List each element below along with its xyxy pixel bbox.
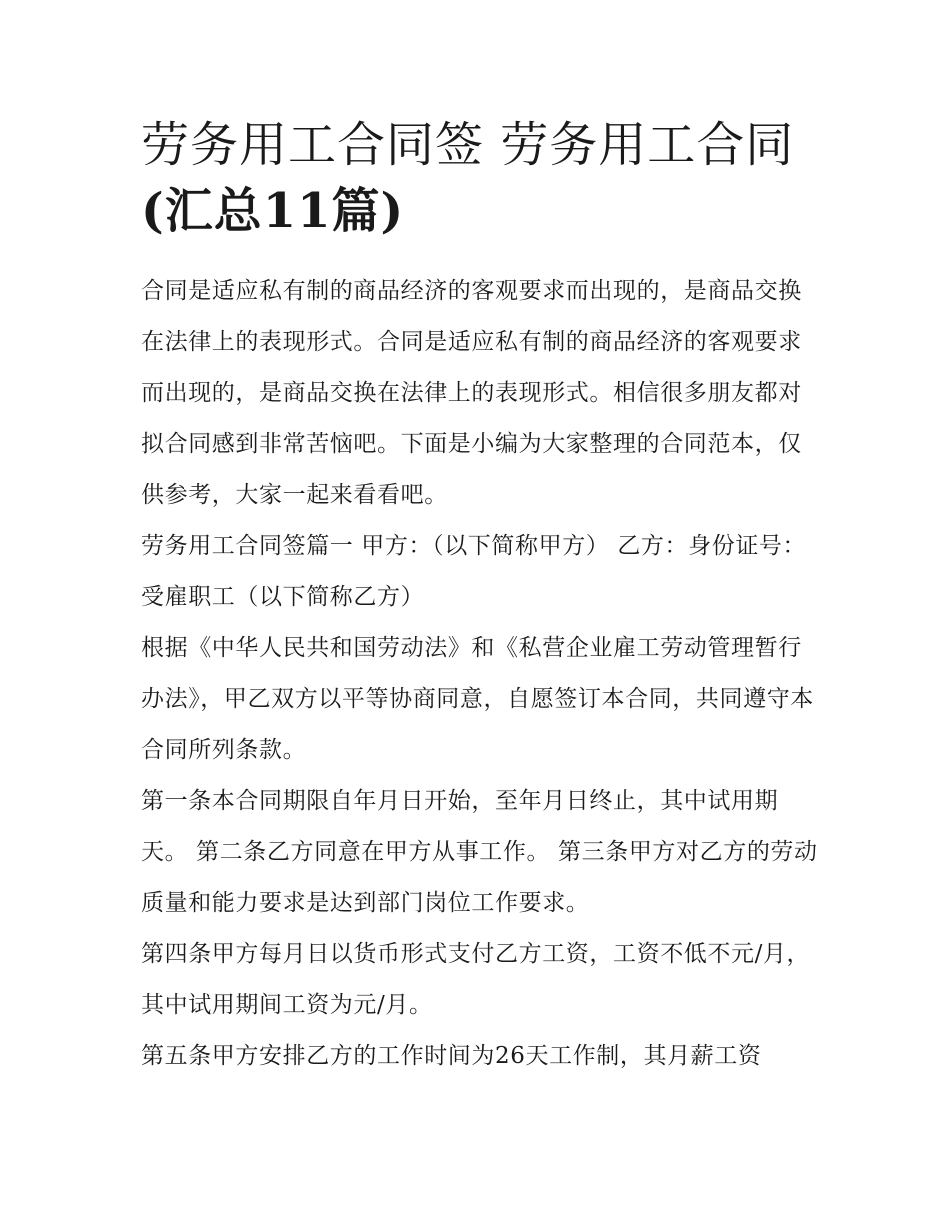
paragraph-parties: 劳务用工合同签篇一 甲方：（以下简称甲方） 乙方：身份证号：受雇职工（以下简称乙方） [141, 533, 807, 610]
paragraph-article-5: 第五条甲方安排乙方的工作时间为26天工作制，其月薪工资 [141, 1043, 762, 1069]
title-line-1: 劳务用工合同签 劳务用工合同 [141, 117, 795, 173]
paragraph-intro: 合同是适应私有制的商品经济的客观要求而出现的，是商品交换在法律上的表现形式。合同是适应私有制的商品经济的客观要求而出现的，是商品交换在法律上的表现形式。相信很多朋友都对拟合同感到非常苦恼吧。下面是小编为大家整理的合同范本，仅供参考，大家一起来看看吧。 [141, 278, 802, 508]
paragraph-articles-1-3: 第一条本合同期限自年月日开始，至年月日终止，其中试用期天。 第二条乙方同意在甲方从事工作。 第三条甲方对乙方的劳动质量和能力要求是达到部门岗位工作要求。 [141, 788, 818, 916]
paragraph-basis: 根据《中华人民共和国劳动法》和《私营企业雇工劳动管理暂行办法》，甲乙双方以平等协商同意，自愿签订本合同，共同遵守本合同所列条款。 [141, 635, 814, 763]
title-close: 篇) [331, 183, 405, 239]
document-title [141, 112, 821, 244]
paragraph-article-4: 第四条甲方每月日以货币形式支付乙方工资，工资不低不元/月，其中试用期间工资为元/月。 [141, 941, 811, 1018]
title-count: 11 [262, 183, 332, 239]
document-page [141, 112, 821, 1082]
title-open: (汇总 [141, 183, 263, 239]
